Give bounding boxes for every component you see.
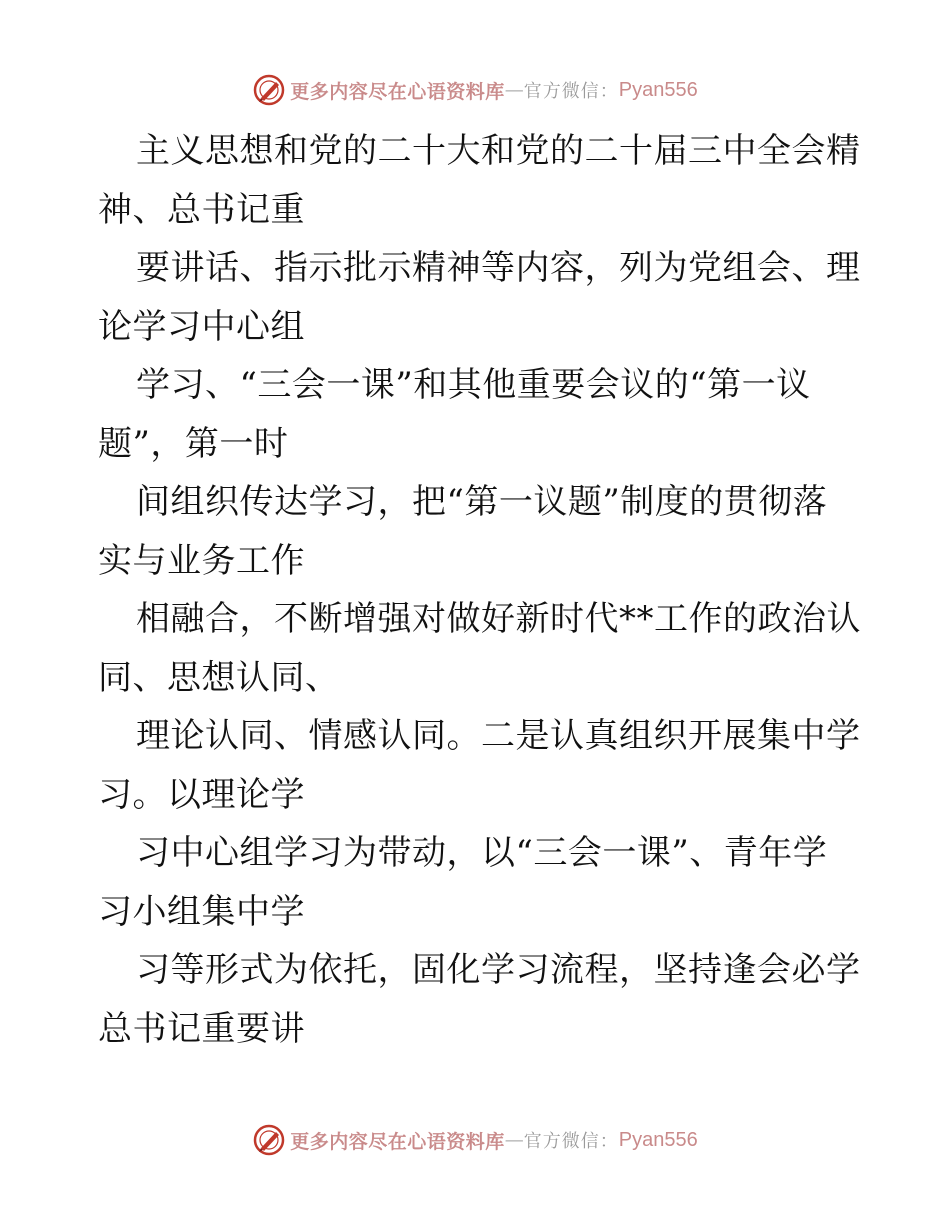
text-line: 题”，第一时 (98, 423, 289, 464)
text-line: 主义思想和党的二十大和党的二十届三中全会精 (136, 131, 861, 171)
text-line: 实与业务工作 (98, 540, 305, 581)
watermark-wechat-label: 官方微信： (523, 81, 619, 102)
text-line: 相融合，不断增强对做好新时代**工作的政治认 (136, 599, 861, 639)
text-line: 要讲话、指示批示精神等内容，列为党组会、理 (136, 248, 861, 288)
watermark-dash: — (504, 79, 524, 101)
pen-seal-icon (252, 1123, 286, 1157)
text-line: 论学习中心组 (98, 306, 305, 347)
watermark-site-text: 更多内容尽在心语资料库 (290, 1130, 505, 1153)
watermark-wechat-id: Pyan556 (618, 78, 698, 101)
text-line: 习。以理论学 (98, 774, 305, 815)
text-line: 间组织传达学习，把“第一议题”制度的贯彻落 (136, 482, 828, 522)
text-line: 总书记重要讲 (98, 1008, 305, 1049)
text-line: 习小组集中学 (98, 891, 305, 932)
footer-watermark (0, 1120, 950, 1160)
watermark-dash: — (504, 1129, 524, 1151)
text-line: 同、思想认同、 (98, 657, 340, 698)
watermark-wechat-label: 官方微信： (523, 1131, 619, 1152)
text-line: 神、总书记重 (98, 189, 305, 230)
text-line: 学习、“三会一课”和其他重要会议的“第一议 (136, 365, 811, 405)
document-body (98, 122, 861, 1058)
watermark-site-text: 更多内容尽在心语资料库 (290, 80, 505, 103)
text-line: 习中心组学习为带动，以“三会一课”、青年学 (136, 833, 828, 873)
text-line: 习等形式为依托，固化学习流程，坚持逢会必学 (136, 950, 861, 990)
pen-seal-icon (252, 73, 286, 107)
text-line: 理论认同、情感认同。二是认真组织开展集中学 (136, 716, 861, 756)
header-watermark (0, 70, 950, 110)
watermark-wechat-id: Pyan556 (618, 1128, 698, 1151)
